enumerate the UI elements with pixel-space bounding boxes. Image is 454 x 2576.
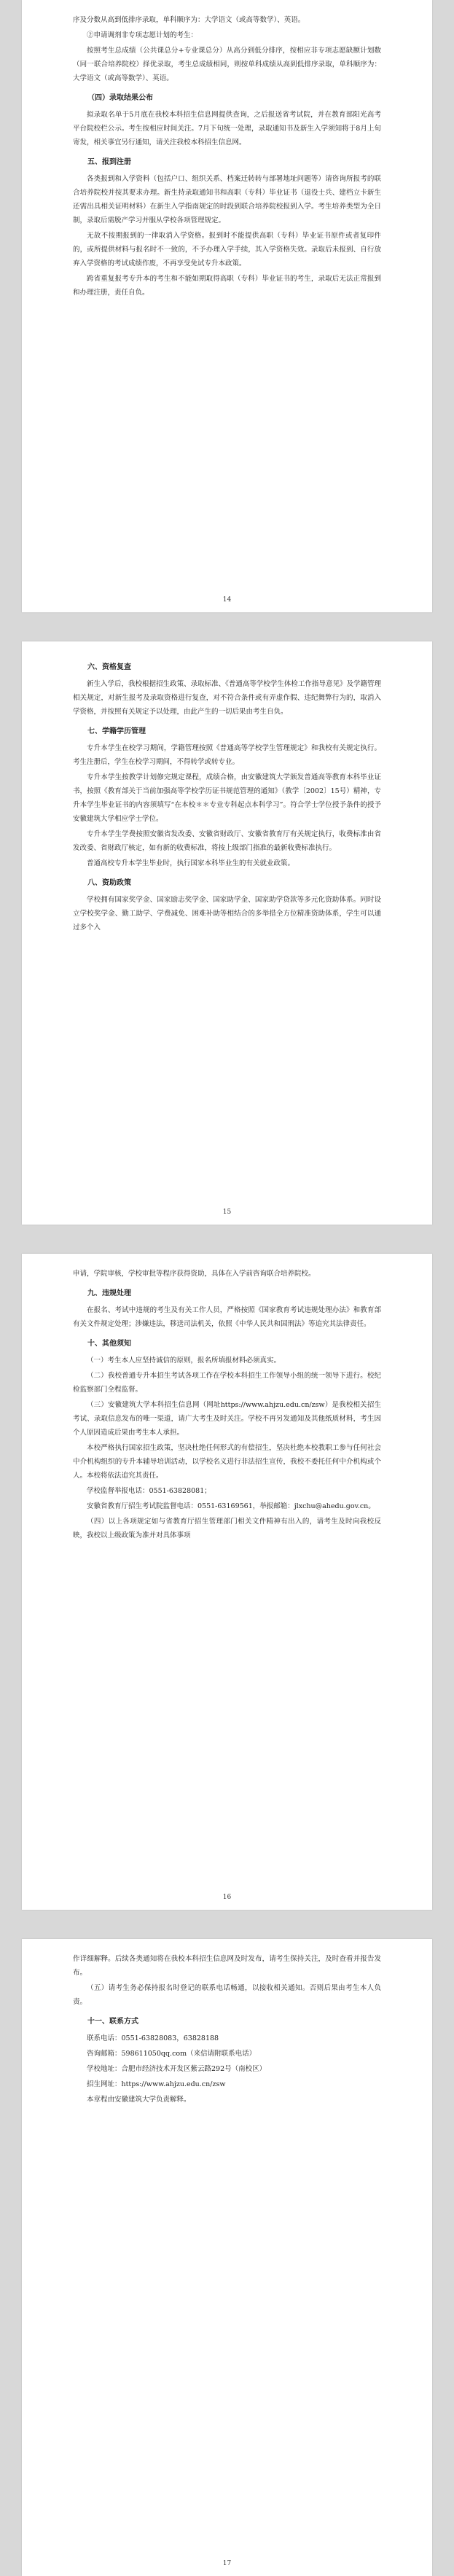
paragraph: 咨询邮箱：598611050qq.com（来信请附联系电话） [87,2050,257,2058]
paragraph: 学校监督举报电话：0551-63828081； [87,1487,211,1495]
paragraph: 本章程由安徽建筑大学负责解释。 [87,2096,191,2104]
paragraph: （二）我校普通专升本招生考试各项工作在学校本科招生工作领导小组的统一领导下进行。校纪检监察部门全程监督。 [73,1372,381,1394]
page-17-content [22,1939,432,2107]
paragraph: 专升本学生在校学习期间，学籍管理按照《普通高等学校学生管理规定》和我校有关规定执行。考生注册后，学生在校学习期间，不得转学或转专业。 [73,744,381,766]
section-heading: 七、学籍学历管理 [87,727,146,735]
document-page-14 [22,0,432,612]
page-16-content [22,1254,432,1542]
paragraph: 联系电话：0551-63828083，63828188 [87,2034,219,2042]
paragraph: （四）以上各项规定如与省教育厅招生管理部门相关文件精神有出入的，请考生及时向我校反映，我校以上级政策为准并对具体事项 [73,1518,381,1539]
paragraph: 学校拥有国家奖学金、国家励志奖学金、国家助学金、国家助学贷款等多元化资助体系。同时设立学校奖学金、勤工助学、学费减免、困难补助等相结合的多举措全方位精准资助体系，学生可以通过多个入 [73,896,381,932]
section-heading: 五、报到注册 [87,158,131,166]
section-heading: （四）录取结果公布 [87,94,153,102]
page-number: 14 [222,596,232,604]
document-page-17 [22,1939,432,2576]
section-heading: 十、其他须知 [87,1340,131,1348]
section-heading: 六、资格复查 [87,663,131,671]
paragraph: 普通高校专升本学生毕业时，执行国家本科毕业生的有关就业政策。 [87,859,295,867]
paragraph: （五）请考生务必保持报名时登记的联系电话畅通，以接收相关通知。否则后果由考生本人负责。 [73,1984,381,2006]
paragraph: ②申请调剂非专项志愿计划的考生： [87,31,198,39]
paragraph: 申请，学院审核，学校审批等程序获得资助，具体在入学前咨询联合培养院校。 [73,1270,316,1278]
paragraph: 专升本学生按教学计划修完规定课程，成绩合格，由安徽建筑大学颁发普通高等教育本科毕业证书，按照《教育部关于当前加强高等学校学历证书规范管理的通知》（教学〔2002〕15号）精神，专升本学生毕业证书的内容须填写“在本校＊＊专业专科起点本科学习”。符合学士学位授予条件的授予安徽建筑大学相应学士学位。 [73,773,381,823]
paragraph: 按照考生总成绩（公共课总分+专业课总分）从高分到低分排序，按相应非专项志愿缺额计划数（同一联合培养院校）择优录取，考生总成绩相同，则按单科成绩从高到低排序录取，单科顺序为：大学语文（或高等数学）、英语。 [73,47,381,82]
paragraph: 在报名、考试中违规的考生及有关工作人员，严格按照《国家教育考试违规处理办法》和教育部有关文件规定处理；涉嫌违法，移送司法机关，依照《中华人民共和国刑法》等追究其法律责任。 [73,1306,381,1328]
paragraph: 招生网址：https://www.ahjzu.edu.cn/zsw [87,2080,226,2088]
paragraph: 本校严格执行国家招生政策，坚决杜绝任何形式的有偿招生，坚决杜绝本校教职工参与任何社会中介机构组织的专升本辅导培训活动，以学校名义进行非法招生宣传，我校不委托任何中介机构或个人。本校将依法追究其责任。 [73,1444,381,1480]
page-number: 15 [222,1209,232,1216]
page-number: 17 [222,2560,232,2567]
paragraph: （一）考生本人应坚持诚信的原则，报名所填报材料必须真实。 [87,1357,281,1365]
paragraph: （三）安徽建筑大学本科招生信息网（网址https://www.ahjzu.edu.cn/zsw）是我校相关招生考试、录取信息发布的唯一渠道，请广大考生及时关注。学校不再另发通知及其他纸质材料，考生因个人原因造成后果由考生本人承担。 [73,1401,381,1437]
section-heading: 十一、联系方式 [87,2018,138,2026]
paragraph: 作详细解释。后续各类通知将在我校本科招生信息网及时发布，请考生保持关注，及时查看并报告发布。 [73,1955,381,1977]
paragraph: 学校地址：合肥市经济技术开发区紫云路292号（南校区） [87,2065,267,2073]
page-number: 16 [222,1894,232,1901]
paragraph: 新生入学后，我校根据招生政策、录取标准、《普通高等学校学生体检工作指导意见》及学籍管理相关规定，对新生报考及录取资格进行复查，对不符合条件或有弄虚作假、违纪舞弊行为的，取消入学资格，并按照有关规定予以处理，由此产生的一切后果由考生自负。 [73,680,381,716]
page-14-content [22,0,432,300]
paragraph: 序及分数从高到低排序录取，单科顺序为：大学语文（或高等数学）、英语。 [73,16,305,24]
page-15-content [22,641,432,934]
paragraph: 安徽省教育厅招生考试院监督电话：0551-63169561，举报邮箱：jlxchu@ahedu.gov.cn。 [87,1502,375,1510]
section-heading: 九、违规处理 [87,1289,131,1297]
paragraph: 无故不按期报到的一律取消入学资格。报到时不能提供高职（专科）毕业证书原件或者复印件的，或所提供材料与报名时不一致的，不予办理入学手续，其入学资格失效。录取后未报到、自行放弃入学资格的考试成绩作废，不再享受免试专升本政策。 [73,232,381,268]
section-heading: 八、资助政策 [87,879,131,887]
paragraph: 拟录取名单于5月底在我校本科招生信息网提供查询，之后报送省考试院，并在教育部阳光高考平台院校栏公示。考生按相应时间关注。7月下旬统一处理，录取通知书及新生入学须知将于8月上旬寄发，相关事宜另行通知，请关注我校本科招生信息网。 [73,111,381,147]
paragraph: 各类报到和入学资料（包括户口、组织关系、档案迁转转与部署地址问题等）请咨询所报考的联合培养院校并按其要求办理。新生持录取通知书和高职（专科）毕业证书（退役士兵、建档立卡新生还需出具相关证明材料）在新生入学指南规定的时段到联合培养院校报到入学。考生培养类型为全日制，录取后需脱产学习并服从学校各项管理规定。 [73,175,381,225]
document-page-15 [22,641,432,1225]
paragraph: 专升本学生学费按照安徽省发改委、安徽省财政厅、安徽省教育厅有关规定执行，收费标准由省发改委、省财政厅核定，如有新的收费标准，将按上级部门指准的最新收费标准执行。 [73,830,381,852]
document-page-16 [22,1254,432,1910]
paragraph: 跨省重复报考专升本的考生和不能如期取得高职（专科）毕业证书的考生，录取后无法正常报到和办理注册，责任自负。 [73,275,381,297]
